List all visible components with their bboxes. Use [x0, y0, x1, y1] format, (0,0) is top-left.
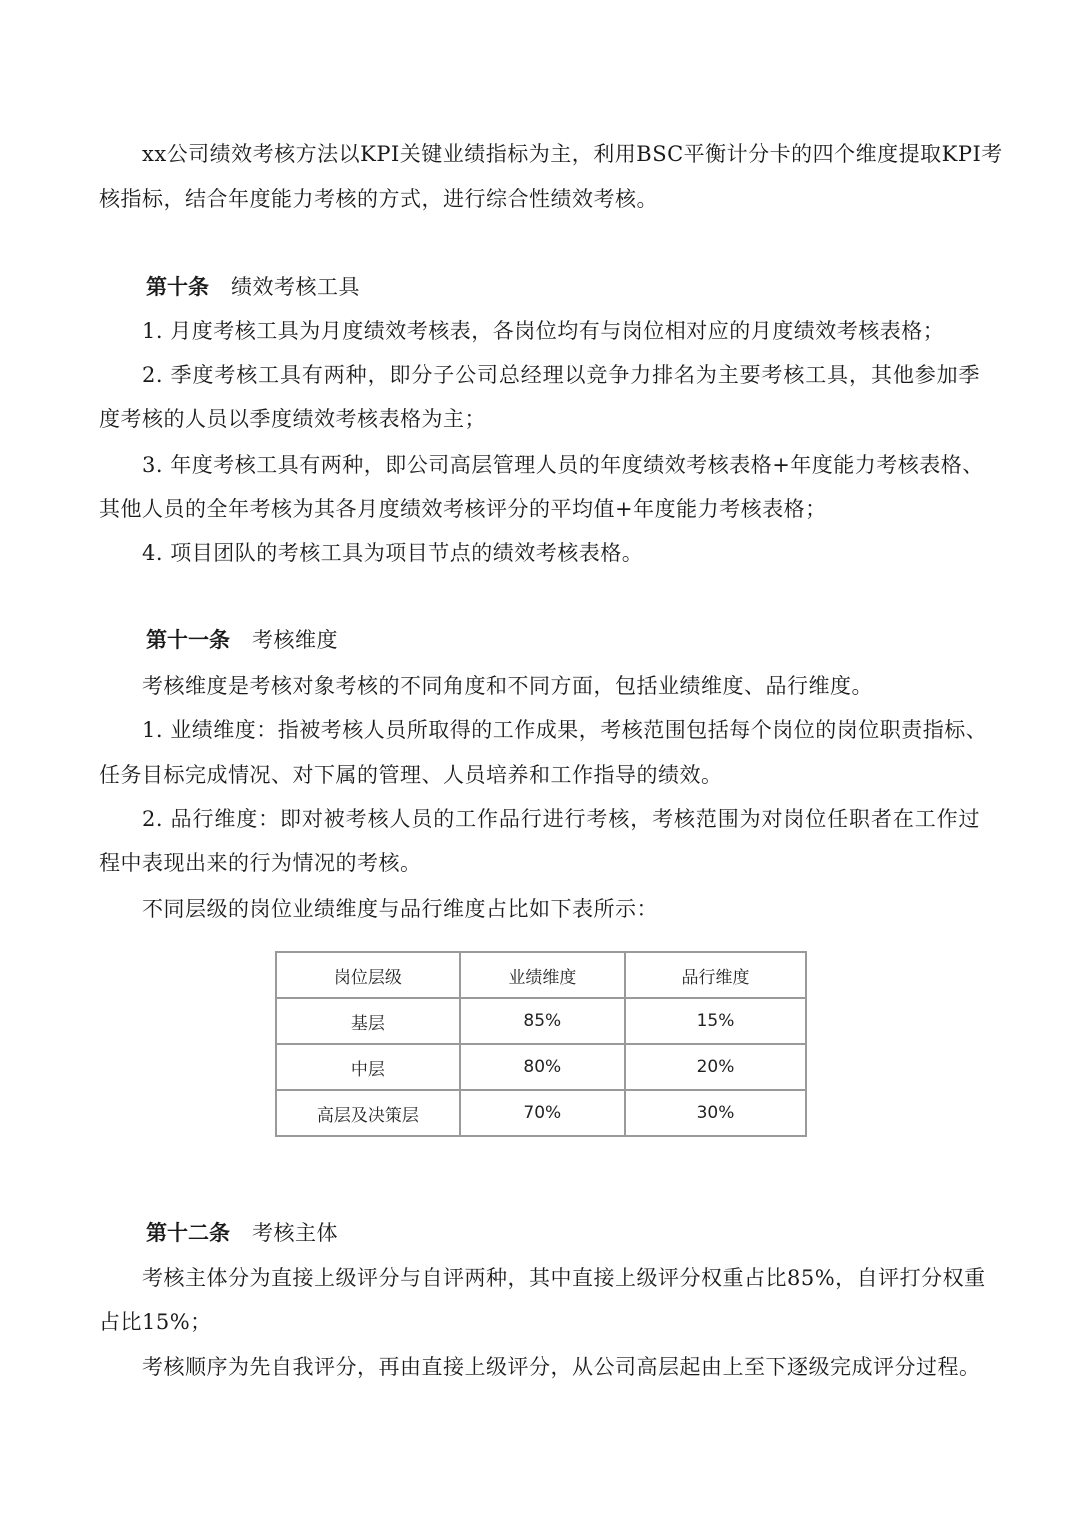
table-cell: 70%: [460, 1090, 625, 1136]
table-header-cell: 品行维度: [625, 952, 806, 998]
article-11-item-2-line-2: 程中表现出来的行为情况的考核。: [99, 851, 422, 875]
article-10-heading: [146, 272, 360, 302]
table-cell: 基层: [276, 998, 460, 1044]
article-11-title: 考核维度: [252, 628, 338, 652]
article-12-number: 第十二条: [146, 1221, 230, 1245]
dimension-ratio-table: [275, 951, 807, 1137]
article-11-item-1-line-1: 1. 业绩维度：指被考核人员所取得的工作成果，考核范围包括每个岗位的岗位职责指标、: [142, 718, 988, 742]
table-header-cell: 业绩维度: [460, 952, 625, 998]
article-12-para-1-line-2: 占比15%；: [99, 1310, 212, 1334]
article-10-item-3-line-2: 其他人员的全年考核为其各月度绩效考核评分的平均值+年度能力考核表格；: [99, 497, 827, 521]
table-cell: 中层: [276, 1044, 460, 1090]
table-cell: 30%: [625, 1090, 806, 1136]
article-10-title: 绩效考核工具: [231, 275, 360, 299]
article-10-item-2-line-1: 2. 季度考核工具有两种，即分子公司总经理以竞争力排名为主要考核工具，其他参加季: [142, 363, 980, 387]
table-intro-text: 不同层级的岗位业绩维度与品行维度占比如下表所示：: [142, 897, 658, 921]
article-11-number: 第十一条: [146, 628, 230, 652]
article-12-heading: [146, 1218, 338, 1248]
intro-paragraph-line-1: xx公司绩效考核方法以KPI关键业绩指标为主，利用BSC平衡计分卡的四个维度提取KPI考: [142, 142, 1003, 166]
article-12-para-1-line-1: 考核主体分为直接上级评分与自评两种，其中直接上级评分权重占比85%，自评打分权重: [142, 1266, 986, 1290]
article-12-para-2: 考核顺序为先自我评分，再由直接上级评分，从公司高层起由上至下逐级完成评分过程。: [142, 1355, 981, 1379]
article-11-item-2-line-1: 2. 品行维度：即对被考核人员的工作品行进行考核，考核范围为对岗位任职者在工作过: [142, 807, 980, 831]
article-11-heading: [146, 625, 338, 655]
table-cell: 80%: [460, 1044, 625, 1090]
table-cell: 高层及决策层: [276, 1090, 460, 1136]
table-cell: 15%: [625, 998, 806, 1044]
table-row: [276, 998, 806, 1044]
article-10-item-4: 4. 项目团队的考核工具为项目节点的绩效考核表格。: [142, 541, 644, 565]
article-10-item-2-line-2: 度考核的人员以季度绩效考核表格为主；: [99, 407, 486, 431]
article-10-number: 第十条: [146, 275, 209, 299]
table-header-row: [276, 952, 806, 998]
article-11-intro: 考核维度是考核对象考核的不同角度和不同方面，包括业绩维度、品行维度。: [142, 674, 873, 698]
intro-paragraph-line-2: 核指标，结合年度能力考核的方式，进行综合性绩效考核。: [99, 187, 658, 211]
article-12-title: 考核主体: [252, 1221, 338, 1245]
article-11-item-1-line-2: 任务目标完成情况、对下属的管理、人员培养和工作指导的绩效。: [99, 763, 723, 787]
table-cell: 20%: [625, 1044, 806, 1090]
article-10-item-1: 1. 月度考核工具为月度绩效考核表，各岗位均有与岗位相对应的月度绩效考核表格；: [142, 319, 945, 343]
table-row: [276, 1090, 806, 1136]
article-10-item-3-line-1: 3. 年度考核工具有两种，即公司高层管理人员的年度绩效考核表格+年度能力考核表格、: [142, 453, 984, 477]
table-cell: 85%: [460, 998, 625, 1044]
table-row: [276, 1044, 806, 1090]
table-header-cell: 岗位层级: [276, 952, 460, 998]
